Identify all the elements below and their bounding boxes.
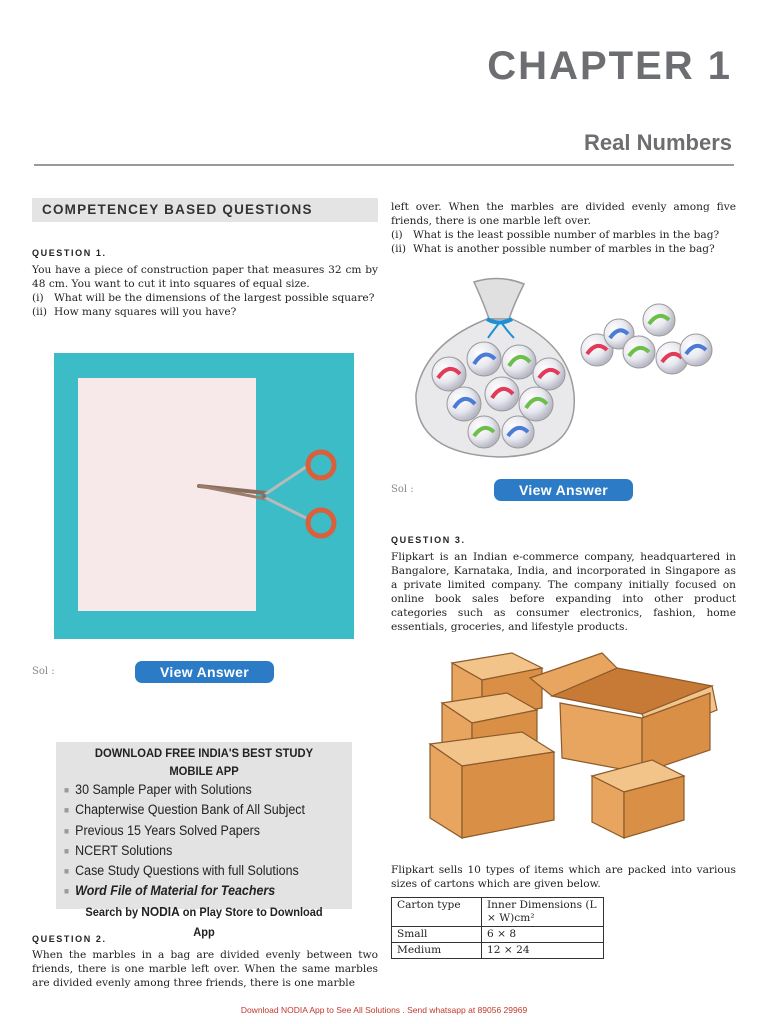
- question-2-label: QUESTION 2.: [32, 934, 107, 944]
- section-heading: COMPETENCEY BASED QUESTIONS: [32, 198, 378, 222]
- right-column: [391, 200, 736, 256]
- footer-link[interactable]: Download NODIA App to See All Solutions . Send whatsapp at 89056 29969: [240, 1005, 528, 1015]
- question-1-view-answer-button[interactable]: View Answer: [135, 661, 274, 683]
- question-2-text: When the marbles in a bag are divided evenly between two friends, there is one marble left over. When the same marbles are divided evenly among three friends, there is one marble: [32, 949, 378, 989]
- bullet-icon: ■: [64, 805, 70, 816]
- bullet-icon: ■: [64, 785, 70, 795]
- table-cell: 6 × 8: [482, 927, 604, 943]
- promo-brand: NODIA: [141, 903, 180, 919]
- question-1-label: QUESTION 1.: [32, 248, 107, 258]
- table-cell: Medium: [392, 943, 482, 959]
- app-promo-box[interactable]: [56, 742, 352, 939]
- cartons-illustration: [412, 648, 732, 848]
- table-header-cell: Carton type: [392, 898, 482, 927]
- bullet-icon: ■: [64, 845, 70, 856]
- header-divider: [34, 164, 734, 166]
- table-cell: 12 × 24: [482, 943, 604, 959]
- bullet-icon: ■: [64, 825, 70, 836]
- question-3-text-2: Flipkart sells 10 types of items which are packed into various sizes of cartons which are given below.: [391, 864, 736, 890]
- marbles-bag-illustration: [404, 274, 744, 464]
- question-2-solution-row: [391, 479, 736, 503]
- question-2-text-continued: left over. When the marbles are divided evenly among five friends, there is one marble left over.: [391, 201, 736, 227]
- question-2-part-1: (i) What is the least possible number of marbles in the bag?: [391, 229, 720, 241]
- question-3-label: QUESTION 3.: [391, 535, 466, 545]
- question-2-sol-label: Sol :: [391, 484, 414, 495]
- promo-item: ■ NCERT Solutions: [64, 841, 324, 861]
- question-3-block: [391, 535, 736, 634]
- bullet-icon: ■: [64, 866, 70, 877]
- paper-scissors-illustration: [54, 353, 354, 639]
- promo-item: ■ Previous 15 Years Solved Papers: [64, 821, 324, 841]
- table-header-cell: Inner Dimensions (L × W)cm²: [482, 898, 604, 927]
- table-cell: Small: [392, 927, 482, 943]
- promo-item: ■ Chapterwise Question Bank of All Subject: [64, 800, 324, 820]
- table-header-row: [392, 898, 604, 927]
- carton-table: [391, 897, 604, 959]
- promo-item: ■ 30 Sample Paper with Solutions: [64, 780, 324, 800]
- promo-item: ■ Case Study Questions with full Solutions: [64, 861, 324, 881]
- chapter-subject: Real Numbers: [584, 130, 732, 155]
- question-3-details: [391, 863, 736, 959]
- question-2-view-answer-button[interactable]: View Answer: [494, 479, 633, 501]
- left-column: [32, 198, 378, 680]
- question-1-part-1: (i) What will be the dimensions of the largest possible square?: [32, 292, 375, 304]
- question-1-text: You have a piece of construction paper that measures 32 cm by 48 cm. You want to cut it into squares of equal size.: [32, 264, 378, 290]
- question-2-part-2: (ii) What is another possible number of marbles in the bag?: [391, 243, 715, 255]
- question-2-block: [32, 934, 378, 990]
- bullet-icon: ■: [64, 886, 70, 897]
- chapter-title: CHAPTER 1: [487, 44, 732, 88]
- promo-title: DOWNLOAD FREE INDIA'S BEST STUDY MOBILE APP: [94, 746, 314, 778]
- question-1-sol-label: Sol :: [32, 666, 55, 677]
- table-row: [392, 943, 604, 959]
- promo-search-line: Search by NODIA on Play Store to Download App: [85, 903, 323, 939]
- promo-item: ■ Word File of Material for Teachers: [64, 881, 324, 901]
- question-3-text: Flipkart is an Indian e-commerce company, headquartered in Bangalore, Karnataka, India, and incorporated in Singapore as a private limited company. The company initially focused on online book sales before expanding into other product categories such as consumer electronics, fashion, home essentials, groceries, and lifestyle products.: [391, 551, 736, 633]
- question-1-solution-row: [32, 661, 378, 685]
- question-1-part-2: (ii) How many squares will you have?: [32, 306, 237, 318]
- table-row: [392, 927, 604, 943]
